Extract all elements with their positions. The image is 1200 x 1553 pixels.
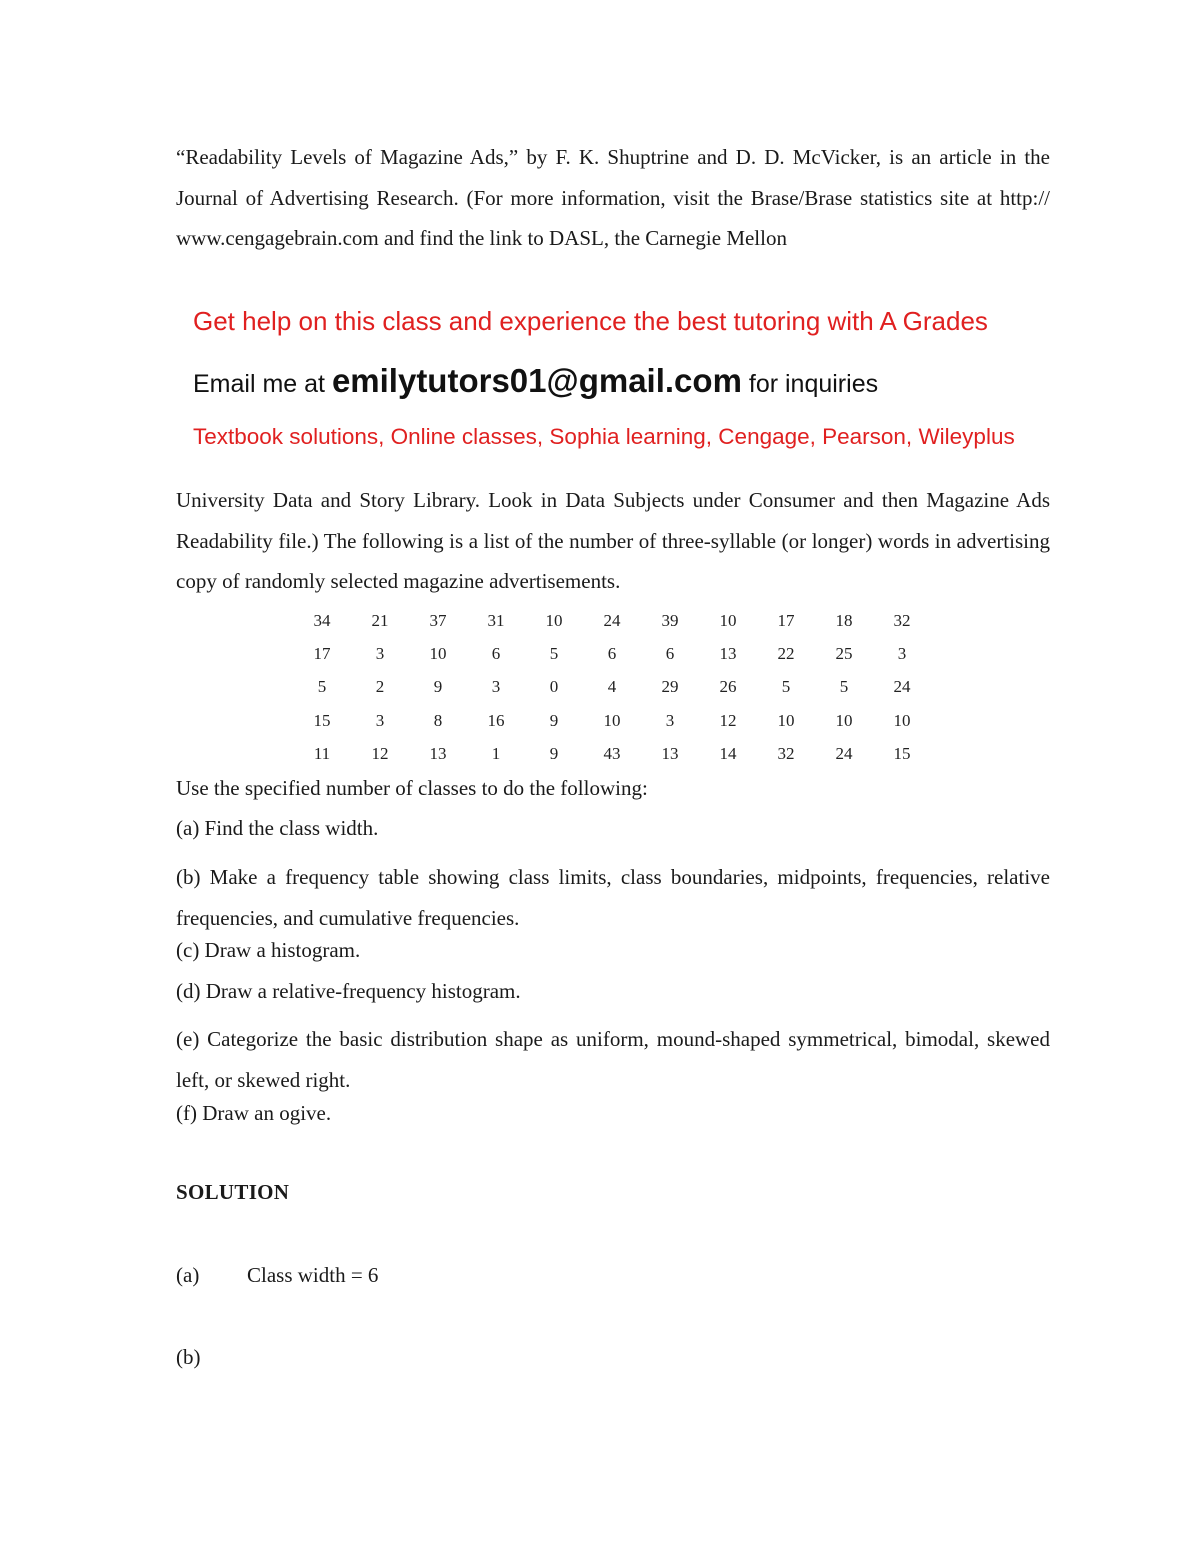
data-table-cell: 1 [491,744,501,764]
data-table-row [293,738,931,771]
data-table-cell: 3 [665,710,675,730]
data-table-cell: 5 [549,644,559,664]
data-table-cell: 31 [487,610,505,630]
data-table-row [293,671,931,704]
data-table-cell: 9 [549,744,559,764]
data-table-cell: 10 [545,610,563,630]
data-table-cell: 22 [777,644,795,664]
data-table-cell: 21 [371,610,389,630]
ad-tutoring-line: Get help on this class and experience the best tutoring with A Grades [193,306,988,336]
data-table-cell: 3 [897,644,907,664]
data-table [293,604,931,771]
data-table-row [293,604,931,637]
data-table-cell: 34 [313,610,331,630]
data-table-cell: 9 [549,710,559,730]
data-table-cell: 13 [429,744,447,764]
data-table-cell: 18 [835,610,853,630]
instructions-intro: Use the specified number of classes to do the following: [176,776,648,800]
data-table-cell: 39 [661,610,679,630]
data-table-cell: 15 [893,744,911,764]
data-table-cell: 16 [487,710,505,730]
data-table-cell: 10 [835,710,853,730]
data-table-cell: 11 [313,744,331,764]
instruction-e: (e) Categorize the basic distribution shape as uniform, mound-shaped symmetrical, bimodal, skewed left, or skewed right. [176,1027,1050,1092]
data-table-cell: 6 [491,644,501,664]
solution-b-label: (b) [176,1345,201,1369]
data-table-cell: 6 [607,644,617,664]
solution-heading: SOLUTION [176,1180,290,1204]
data-table-cell: 8 [433,710,443,730]
instruction-d: (d) Draw a relative-frequency histogram. [176,979,521,1003]
data-table-cell: 5 [839,677,849,697]
instruction-f: (f) Draw an ogive. [176,1101,332,1125]
data-table-cell: 24 [835,744,853,764]
data-table-cell: 3 [375,644,385,664]
data-table-cell: 5 [781,677,791,697]
data-table-cell: 32 [893,610,911,630]
ad-email-suffix: for inquiries [741,370,879,398]
data-table-cell: 24 [893,677,911,697]
ad-email-address: emilytutors01@gmail.com [331,362,742,399]
data-table-cell: 29 [661,677,679,697]
solution-a-label: (a) [176,1263,200,1287]
data-table-cell: 4 [607,677,617,697]
data-table-cell: 13 [719,644,737,664]
data-table-cell: 10 [429,644,447,664]
data-table-cell: 17 [777,610,795,630]
data-table-cell: 13 [661,744,679,764]
data-table-cell: 10 [603,710,621,730]
instruction-c: (c) Draw a histogram. [176,938,361,962]
data-table-cell: 3 [375,710,385,730]
data-table-row [293,704,931,737]
ad-email-line [193,362,878,400]
data-table-cell: 15 [313,710,331,730]
data-table-cell: 2 [375,677,385,697]
data-table-cell: 12 [371,744,389,764]
data-table-cell: 25 [835,644,853,664]
instruction-b: (b) Make a frequency table showing class limits, class boundaries, midpoints, frequencies, relative frequencies, and cumulative frequencies. [176,865,1050,930]
data-table-cell: 5 [317,677,327,697]
data-table-cell: 10 [719,610,737,630]
data-table-cell: 26 [719,677,737,697]
instruction-a: (a) Find the class width. [176,816,379,840]
ad-email-prefix: Email me at [193,370,332,398]
data-table-cell: 43 [603,744,621,764]
data-table-cell: 3 [491,677,501,697]
data-table-cell: 17 [313,644,331,664]
data-table-cell: 24 [603,610,621,630]
data-description-paragraph: University Data and Story Library. Look in Data Subjects under Consumer and then Magazine Ads Readability file.) The following is a list of the number of three-syllable (or longer) words in advertising copy of randomly selected magazine advertisements. [176,488,1050,593]
data-table-cell: 32 [777,744,795,764]
intro-paragraph: “Readability Levels of Magazine Ads,” by F. K. Shuptrine and D. D. McVicker, is an article in the Journal of Advertising Research. (For more information, visit the Brase/Brase statistics site at http:// www.cengagebrain.com and find the link to DASL, the Carnegie Mellon [176,145,1050,250]
data-table-cell: 14 [719,744,737,764]
data-table-cell: 9 [433,677,443,697]
data-table-cell: 37 [429,610,447,630]
data-table-cell: 10 [893,710,911,730]
ad-services-line: Textbook solutions, Online classes, Sophia learning, Cengage, Pearson, Wileyplus [193,424,1015,449]
data-table-row [293,637,931,670]
data-table-cell: 12 [719,710,737,730]
data-table-cell: 6 [665,644,675,664]
solution-a-text: Class width = 6 [247,1263,379,1287]
data-table-cell: 10 [777,710,795,730]
data-table-cell: 0 [549,677,559,697]
